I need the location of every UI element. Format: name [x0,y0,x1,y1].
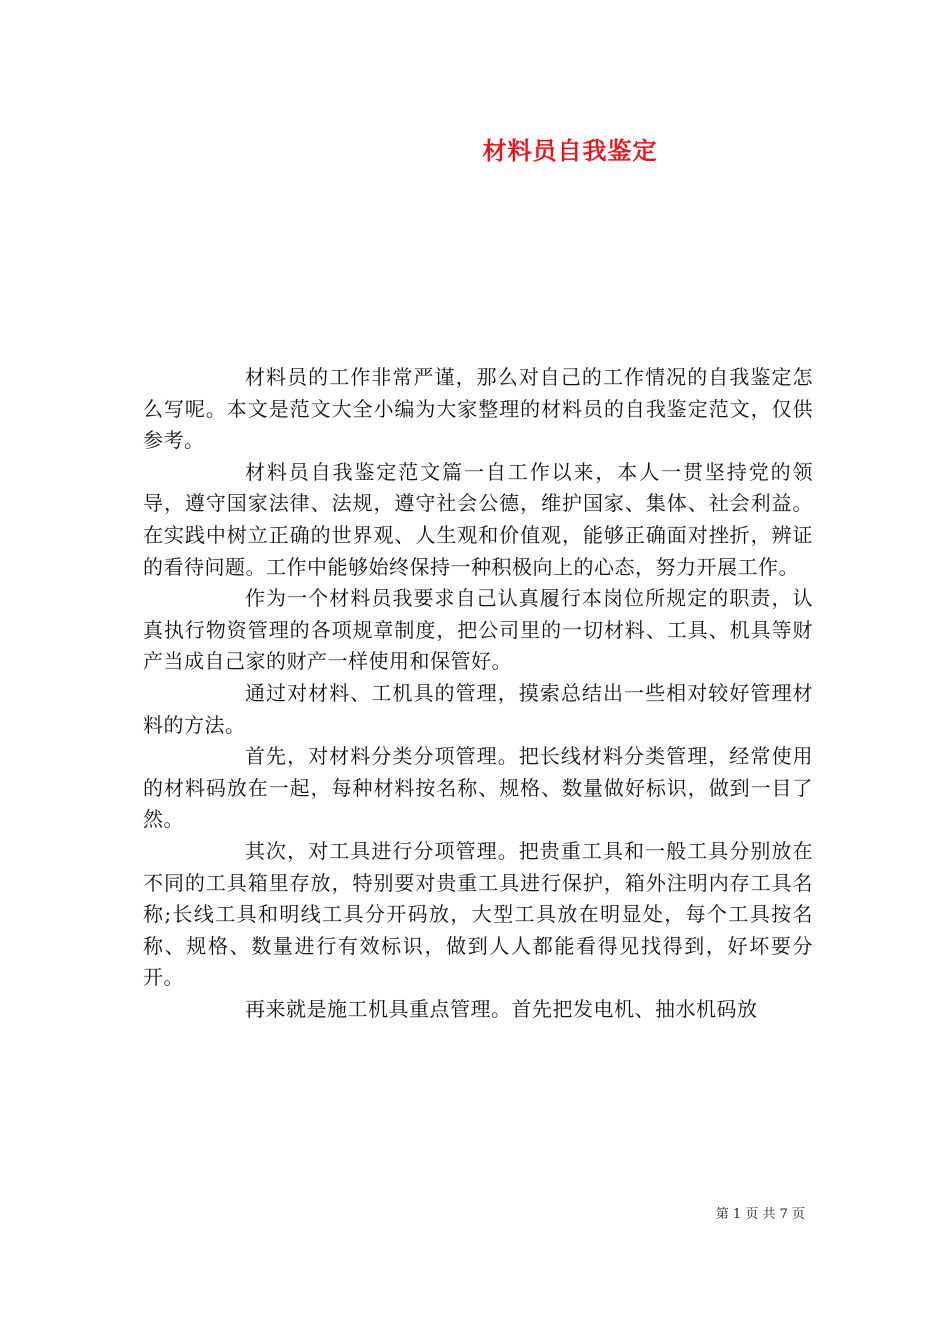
paragraph: 作为一个材料员我要求自己认真履行本岗位所规定的职责，认真执行物资管理的各项规章制度，把公司里的一切材料、工具、机具等财产当成自己家的财产一样使用和保管好。 [143,586,813,674]
paragraph: 材料员的工作非常严谨，那么对自己的工作情况的自我鉴定怎么写呢。本文是范文大全小编为大家整理的材料员的自我鉴定范文，仅供参考。 [143,365,813,453]
document-body [143,362,813,1025]
paragraph: 通过对材料、工机具的管理，摸索总结出一些相对较好管理材料的方法。 [143,680,813,737]
paragraph: 再来就是施工机具重点管理。首先把发电机、抽水机码放 [245,996,758,1021]
page-number-footer: 第 1 页 共 7 页 [715,1207,805,1222]
document-title: 材料员自我鉴定 [482,137,658,165]
paragraph: 材料员自我鉴定范文篇一自工作以来，本人一贯坚持党的领导，遵守国家法律、法规，遵守社会公德，维护国家、集体、社会利益。在实践中树立正确的世界观、人生观和价值观，能够正确面对挫折，辨证的看待问题。工作中能够始终保持一种积极向上的心态，努力开展工作。 [143,459,813,579]
paragraph: 其次，对工具进行分项管理。把贵重工具和一般工具分别放在不同的工具箱里存放，特别要对贵重工具进行保护，箱外注明内存工具名称;长线工具和明线工具分开码放，大型工具放在明显处，每个工具按名称、规格、数量进行有效标识，做到人人都能看得见找得到，好坏要分开。 [143,838,813,990]
paragraph: 首先，对材料分类分项管理。把长线材料分类管理，经常使用的材料码放在一起，每种材料按名称、规格、数量做好标识，做到一目了然。 [143,744,813,832]
